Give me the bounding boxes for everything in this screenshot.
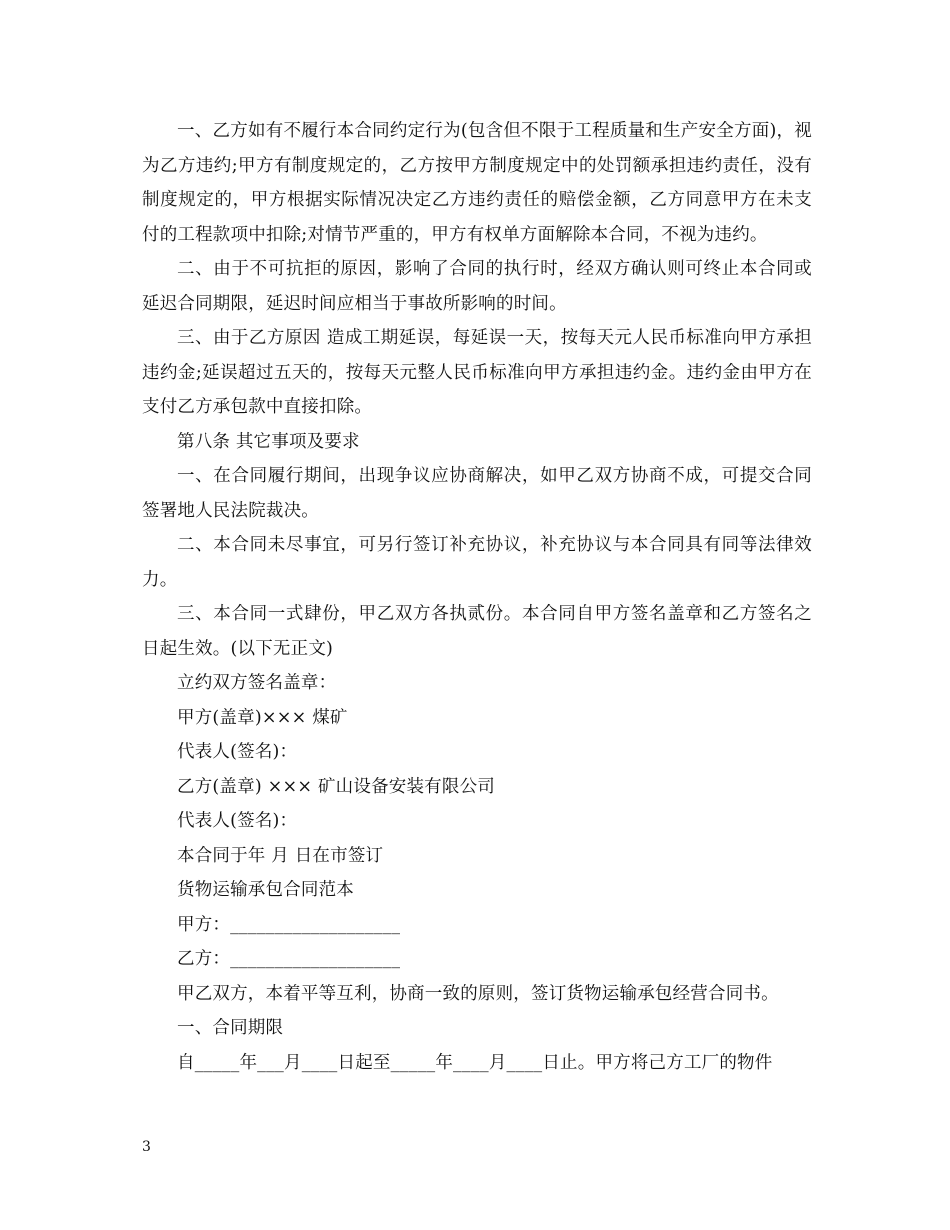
page-number: 3: [142, 1139, 151, 1155]
party-b-seal: 乙方(盖章) ××× 矿山设备安装有限公司: [177, 776, 495, 797]
party-b-representative: 代表人(签名)：: [177, 811, 298, 831]
contract-term-text: 自_____年___月____日起至_____年____月____日止。甲方将己方工厂的物件: [177, 1052, 773, 1073]
clause-delay-penalty: 三、由于乙方原因 造成工期延误，每延误一天，按每天元人民币标准向甲方承担违约金;延误超过五天的，按每天元整人民币标准向甲方承担违约金。违约金由甲方在支付乙方承包款中直接扣除。: [142, 328, 812, 417]
contract-term-heading: 一、合同期限: [177, 1018, 284, 1038]
clause-force-majeure: 二、由于不可抗拒的原因，影响了合同的执行时，经双方确认则可终止本合同或延迟合同期限，延迟时间应相当于事故所影响的时间。: [142, 259, 812, 314]
clause-copies-effective: 三、本合同一式肆份，甲乙双方各执贰份。本合同自甲方签名盖章和乙方签名之日起生效。(以下无正文): [142, 604, 812, 659]
party-a-representative: 代表人(签名)：: [177, 742, 298, 762]
clause-breach-party-b: 一、乙方如有不履行本合同约定行为(包含但不限于工程质量和生产安全方面)，视为乙方违约;甲方有制度规定的，乙方按甲方制度规定中的处罚额承担违约责任，没有制度规定的，甲方根据实际情况决定乙方违约责任的赔偿金额，乙方同意甲方在未支付的工程款项中扣除;对情节严重的，甲方有权单方面解除本合同，不视为违约。: [142, 121, 812, 245]
contract-preamble: 甲乙双方，本着平等互利，协商一致的原则，签订货物运输承包经营合同书。: [177, 983, 779, 1004]
party-a-blank: 甲方：___________________: [177, 914, 401, 935]
signing-date-place: 本合同于年 月 日在市签订: [177, 845, 384, 866]
party-b-blank: 乙方：___________________: [177, 949, 401, 969]
party-a-seal: 甲方(盖章)××× 煤矿: [177, 707, 348, 728]
clause-supplementary-agreement: 二、本合同未尽事宜，可另行签订补充协议，补充协议与本合同具有同等法律效力。: [142, 535, 812, 590]
signature-heading: 立约双方签名盖章：: [177, 673, 337, 693]
clause-dispute-resolution: 一、在合同履行期间，出现争议应协商解决，如甲乙双方协商不成，可提交合同签署地人民法院裁决。: [142, 466, 812, 521]
document-body: [142, 114, 812, 1080]
article-eight-heading: 第八条 其它事项及要求: [177, 431, 360, 452]
second-contract-title: 货物运输承包合同范本: [177, 880, 354, 900]
